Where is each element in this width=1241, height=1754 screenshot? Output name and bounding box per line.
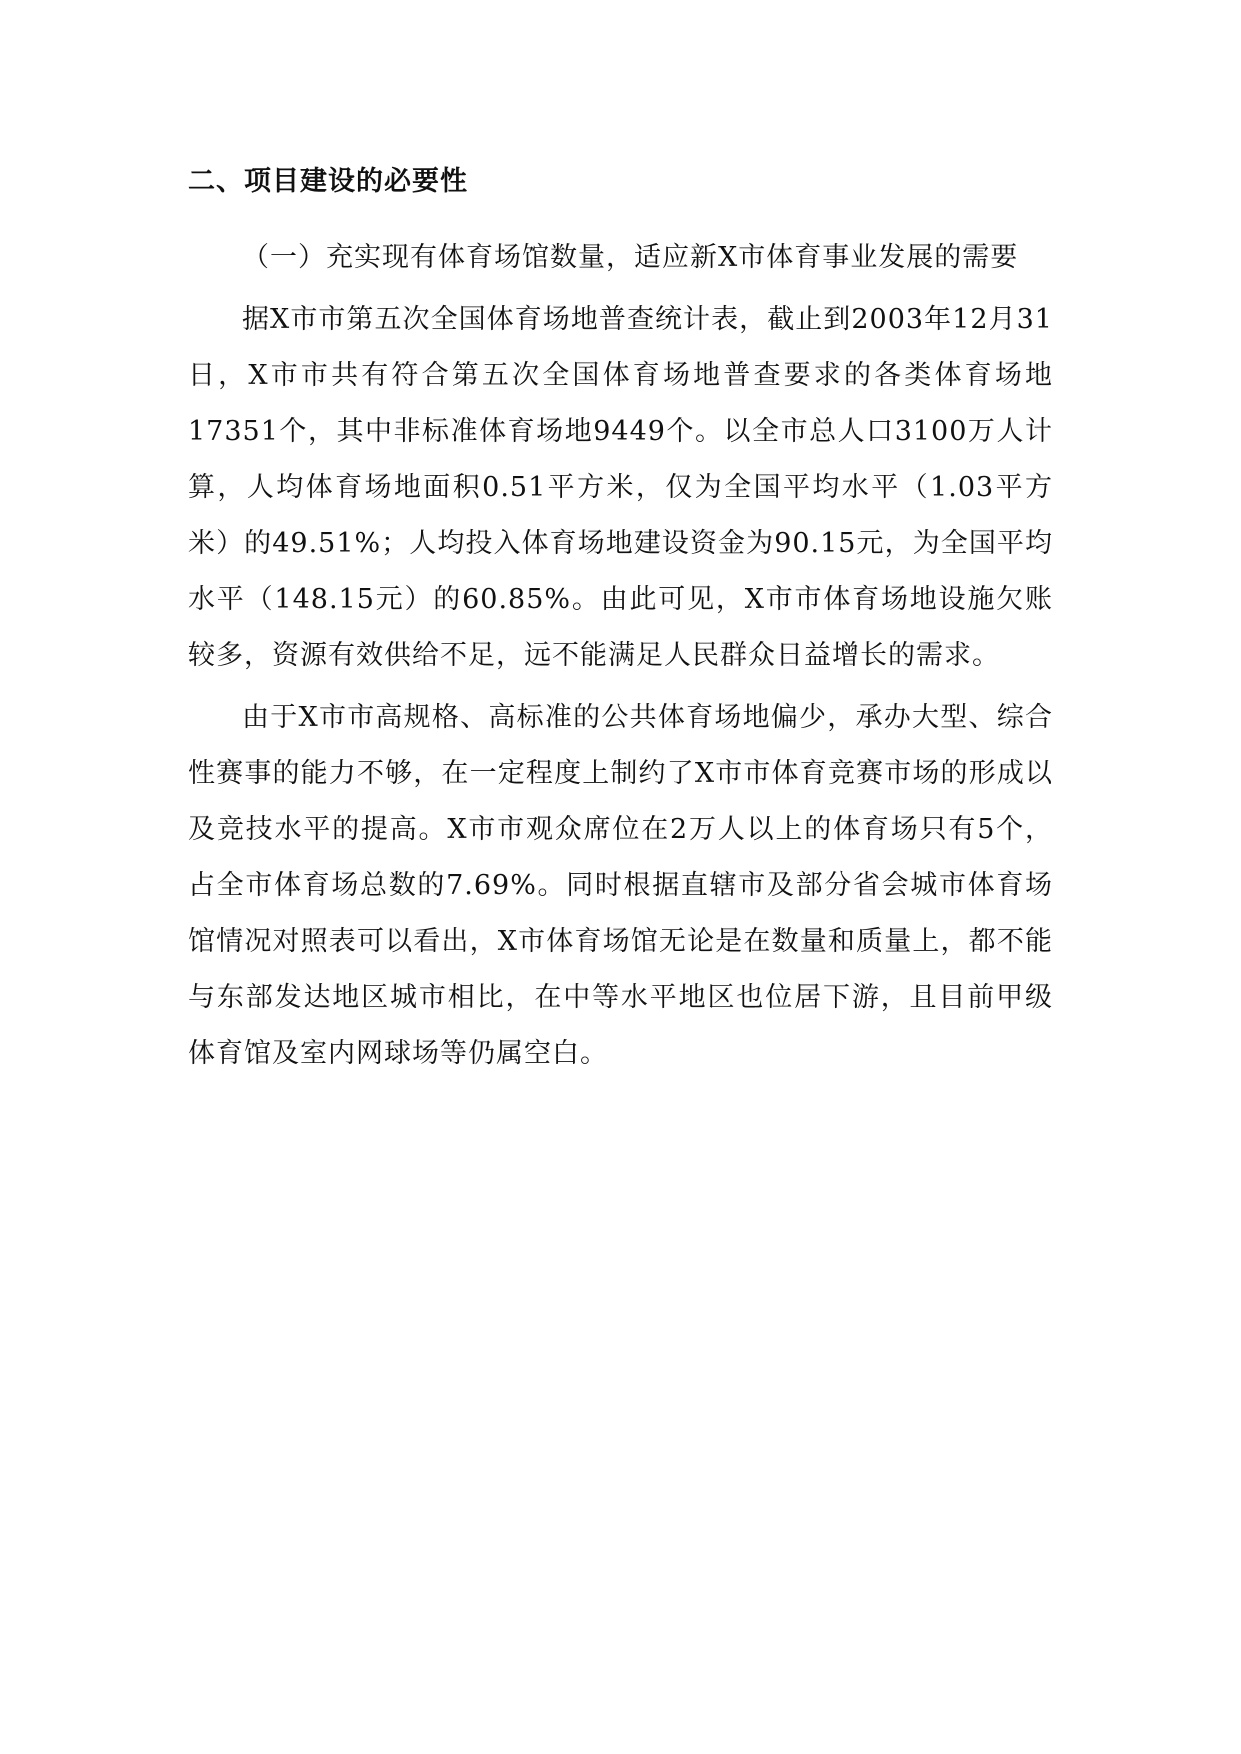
paragraph-statistics: 据X市市第五次全国体育场地普查统计表，截止到2003年12月31日，X市市共有符合第五次全国体育场地普查要求的各类体育场地17351个，其中非标准体育场地9449个。以全市总人口3100万人计算，人均体育场地面积0.51平方米，仅为全国平均水平（1.03平方米）的49.51%；人均投入体育场地建设资金为90.15元，为全国平均水平（148.15元）的60.85%。由此可见，X市市体育场地设施欠账较多，资源有效供给不足，远不能满足人民群众日益增长的需求。	[188, 304, 1053, 671]
subsection-heading: （一）充实现有体育场馆数量，适应新X市体育事业发展的需要	[242, 242, 1019, 273]
section-heading: 二、项目建设的必要性	[188, 166, 468, 197]
paragraph-facilities: 由于X市市高规格、高标准的公共体育场地偏少，承办大型、综合性赛事的能力不够，在一定程度上制约了X市市体育竞赛市场的形成以及竞技水平的提高。X市市观众席位在2万人以上的体育场只有5个，占全市体育场总数的7.69%。同时根据直辖市及部分省会城市体育场馆情况对照表可以看出，X市体育场馆无论是在数量和质量上，都不能与东部发达地区城市相比，在中等水平地区也位居下游，且目前甲级体育馆及室内网球场等仍属空白。	[188, 702, 1053, 1069]
document-body	[188, 160, 1053, 1082]
